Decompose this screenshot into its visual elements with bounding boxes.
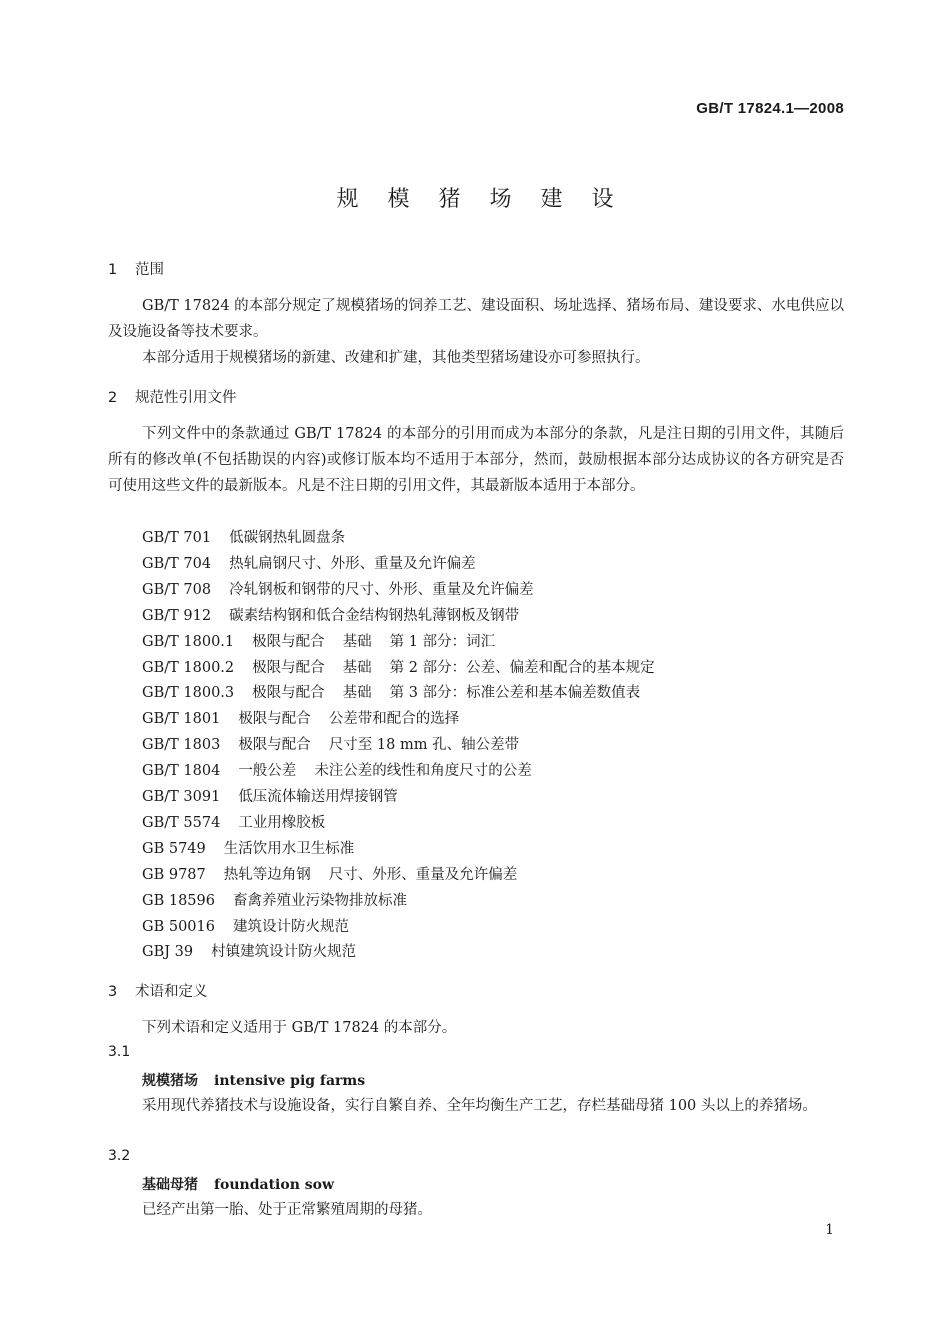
reference-title-part: 第 2 部分：公差、偏差和配合的基本规定 [389, 659, 655, 676]
reference-title-part: 一般公差 [238, 763, 297, 780]
reference-code: GB 18596 [142, 892, 215, 909]
section-title: 术语和定义 [135, 984, 208, 1000]
reference-title-part: 低碳钢热轧圆盘条 [229, 530, 346, 546]
reference-code: GB 9787 [142, 866, 206, 883]
reference-title-part: 基础 [342, 659, 372, 676]
reference-item [142, 554, 494, 574]
reference-item [142, 580, 552, 600]
reference-code: GB 50016 [142, 918, 215, 935]
term-definition: 已经产出第一胎、处于正常繁殖周期的母猪。 [142, 1202, 432, 1218]
reference-item [142, 709, 477, 729]
scope-paragraph-1: GB/T 17824 的本部分规定了规模猪场的饲养工艺、建设面积、场址选择、猪场布局、建设要求、水电供应以及设施设备等技术要求。 [108, 298, 844, 340]
reference-code: GB/T 1800.2 [142, 659, 235, 676]
clause-number: 3.2 [108, 1148, 131, 1164]
reference-title-part: 冷轧钢板和钢带的尺寸、外形、重量及允许偏差 [229, 581, 534, 598]
references-intro-paragraph: 下列文件中的条款通过 GB/T 17824 的本部分的引用而成为本部分的条款，凡是注日期的引用文件，其随后所有的修改单(不包括勘误的内容)或修订版本均不适用于本部分，然而，鼓励根据本部分达成协议的各方研究是否可使用这些文件的最新版本。凡是不注日期的引用文件，其最新版本适用于本部分。 [108, 426, 844, 494]
reference-item [142, 891, 425, 911]
reference-code: GBJ 39 [142, 944, 194, 961]
reference-item [142, 683, 640, 703]
reference-title-part: 基础 [342, 633, 372, 650]
reference-code: GB/T 912 [142, 607, 212, 624]
reference-item [142, 658, 655, 678]
reference-item [142, 813, 343, 833]
section-title: 规范性引用文件 [135, 390, 237, 406]
reference-title-part: 极限与配合 [238, 737, 311, 754]
standard-code: GB/T 17824.1—2008 [696, 100, 844, 117]
reference-title-part: 建筑设计防火规范 [232, 918, 349, 935]
section-number: 2 [108, 390, 118, 406]
reference-code: GB/T 5574 [142, 814, 221, 831]
section-number: 1 [108, 262, 118, 278]
reference-code: GB/T 1800.1 [142, 633, 235, 650]
reference-title-part: 尺寸、外形、重量及允许偏差 [328, 866, 518, 883]
reference-code: GB/T 701 [142, 530, 212, 546]
term-title [142, 1070, 365, 1090]
reference-title-part: 极限与配合 [252, 685, 325, 702]
reference-code: GB/T 1800.3 [142, 685, 235, 702]
section-heading-normative-references [108, 386, 237, 407]
reference-title-part: 基础 [342, 685, 372, 702]
reference-item [142, 735, 537, 755]
reference-item [142, 839, 372, 859]
section-title: 范围 [135, 262, 164, 278]
reference-item [142, 606, 537, 626]
term-chinese: 基础母猪 [142, 1177, 198, 1193]
reference-item [142, 528, 363, 548]
reference-title-part: 极限与配合 [252, 659, 325, 676]
reference-code: GB 5749 [142, 840, 206, 857]
reference-code: GB/T 1803 [142, 737, 221, 754]
reference-item [142, 942, 374, 962]
section-number: 3 [108, 984, 118, 1000]
reference-item [142, 917, 367, 937]
reference-item [142, 865, 535, 885]
reference-title-part: 公差带和配合的选择 [328, 711, 460, 728]
reference-code: GB/T 1801 [142, 711, 221, 728]
term-title [142, 1174, 334, 1194]
clause-number: 3.1 [108, 1044, 131, 1060]
reference-item [142, 761, 550, 781]
reference-title-part: 热轧等边角钢 [223, 866, 311, 883]
reference-title-part: 极限与配合 [238, 711, 311, 728]
reference-code: GB/T 704 [142, 555, 212, 572]
reference-title-part: 工业用橡胶板 [238, 814, 326, 831]
reference-item [142, 632, 495, 652]
term-english: intensive pig farms [214, 1073, 366, 1089]
page-number: 1 [825, 1222, 834, 1238]
reference-title-part: 畜禽养殖业污染物排放标准 [232, 892, 407, 909]
reference-title-part: 村镇建筑设计防火规范 [211, 944, 357, 961]
document-title: 规 模 猪 场 建 设 [336, 187, 625, 212]
reference-title-part: 极限与配合 [252, 633, 325, 650]
term-chinese: 规模猪场 [142, 1073, 198, 1089]
reference-title-part: 未注公差的线性和角度尺寸的公差 [314, 763, 532, 780]
reference-code: GB/T 3091 [142, 789, 221, 805]
section-heading-scope [108, 258, 164, 279]
reference-title-part: 低压流体输送用焊接钢管 [238, 789, 398, 805]
reference-title-part: 第 3 部分：标准公差和基本偏差数值表 [389, 685, 641, 702]
scope-paragraph-2: 本部分适用于规模猪场的新建、改建和扩建，其他类型猪场建设亦可参照执行。 [142, 350, 650, 366]
section-heading-terms-definitions [108, 980, 208, 1001]
terms-intro-paragraph: 下列术语和定义适用于 GB/T 17824 的本部分。 [142, 1020, 457, 1036]
reference-title-part: 第 1 部分：词汇 [389, 633, 496, 650]
reference-title-part: 热轧扁钢尺寸、外形、重量及允许偏差 [229, 555, 476, 572]
reference-item [142, 787, 416, 807]
reference-code: GB/T 1804 [142, 763, 221, 780]
reference-title-part: 碳素结构钢和低合金结构钢热轧薄钢板及钢带 [229, 607, 520, 624]
term-definition: 采用现代养猪技术与设施设备，实行自繁自养、全年均衡生产工艺，存栏基础母猪 100 头以上的养猪场。 [142, 1098, 817, 1114]
reference-title-part: 生活饮用水卫生标准 [223, 840, 355, 857]
reference-code: GB/T 708 [142, 581, 212, 598]
reference-title-part: 尺寸至 18 mm 孔、轴公差带 [328, 737, 520, 754]
term-english: foundation sow [214, 1177, 335, 1193]
